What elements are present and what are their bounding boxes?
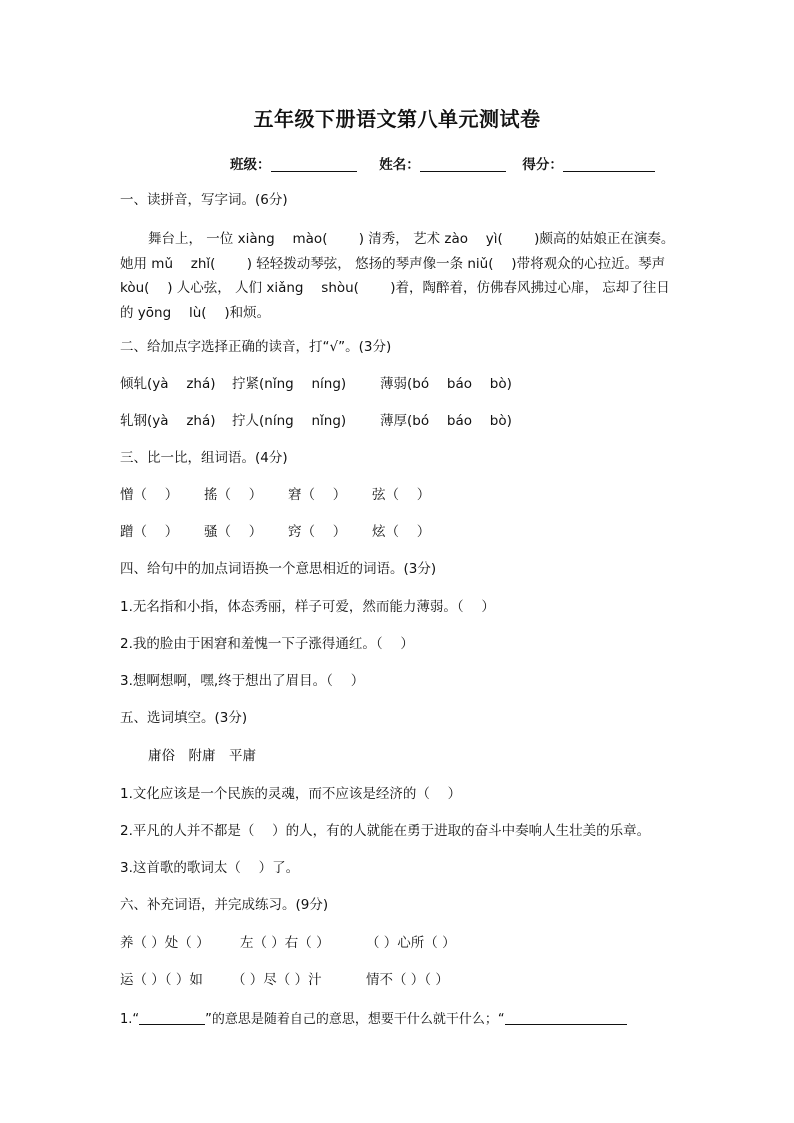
- name-label: 姓名：: [379, 157, 420, 173]
- name-field[interactable]: [420, 157, 506, 172]
- section1-heading: 一、读拼音，写字词。(6分): [120, 192, 288, 208]
- section4-item: 2.我的脸由于困窘和羞愧一下子涨得通红。（ ）: [120, 636, 414, 652]
- section3-row: [120, 486, 430, 504]
- section5-heading: 五、选词填空。(3分): [120, 710, 248, 726]
- item1-prefix: 1.“: [120, 1012, 140, 1027]
- idiom-answer-blank[interactable]: [139, 1010, 205, 1025]
- word-group-blank[interactable]: 憎（ ）: [120, 487, 179, 503]
- class-field[interactable]: [271, 157, 357, 172]
- idiom-blank[interactable]: 左（ ）右（ ）: [240, 935, 330, 951]
- word-group-blank[interactable]: 窍（ ）: [288, 524, 347, 540]
- section2-row: [120, 412, 512, 430]
- item1-text: ”的意思是随着自己的意思，想要干什么就干什么；“: [205, 1012, 505, 1027]
- section3-row: [120, 523, 430, 541]
- section6-item1: [120, 1010, 627, 1029]
- section1-line: kòu( ) 人心弦， 人们 xiǎng shòu( )着，陶醉着，仿佛春风拂过心扉， 忘却了往日: [120, 280, 670, 296]
- section1-line: 的 yōng lù( )和烦。: [120, 304, 271, 321]
- section6-heading: 六、补充词语，并完成练习。(9分): [120, 897, 329, 913]
- page-title: 五年级下册语文第八单元测试卷: [253, 107, 541, 131]
- student-info-row: [230, 153, 655, 173]
- idiom-blank[interactable]: 运（ ）（ ）如: [120, 972, 203, 988]
- word-group-blank[interactable]: 骚（ ）: [204, 524, 263, 540]
- section4-item: 1.无名指和小指，体态秀丽，样子可爱，然而能力薄弱。（ ）: [120, 599, 495, 615]
- section1-line: 她用 mǔ zhǐ( ) 轻轻拨动琴弦， 悠扬的琴声像一条 niǔ( )带将观众的心拉近。琴声: [120, 255, 666, 272]
- pronunciation-choice[interactable]: 轧钢(yà zhá): [120, 413, 216, 429]
- word-group-blank[interactable]: 弦（ ）: [372, 487, 431, 503]
- score-label: 得分：: [522, 157, 563, 173]
- section2-heading: 二、给加点字选择正确的读音，打“√”。(3分): [120, 339, 392, 355]
- section3-heading: 三、比一比，组词语。(4分): [120, 450, 288, 466]
- word-group-blank[interactable]: 炫（ ）: [372, 524, 431, 540]
- idiom-blank[interactable]: 情不（ ）（ ）: [366, 972, 449, 988]
- word-group-blank[interactable]: 搖（ ）: [204, 487, 263, 503]
- section2-row: [120, 375, 512, 393]
- pronunciation-choice[interactable]: 拧人(níng nǐng): [232, 413, 347, 429]
- section6-row: [120, 971, 449, 989]
- pronunciation-choice[interactable]: 倾轧(yà zhá): [120, 376, 216, 392]
- word-group-blank[interactable]: 窘（ ）: [288, 487, 347, 503]
- class-label: 班级：: [230, 157, 271, 173]
- idiom-answer-blank-2[interactable]: [505, 1010, 627, 1025]
- section1-line: 舞台上， 一位 xiàng mào( ) 清秀， 艺术 zào yì( )颇高的姑娘正在演奏。: [148, 231, 675, 247]
- pronunciation-choice[interactable]: 拧紧(nǐng níng): [232, 376, 347, 392]
- word-choices: 庸俗 附庸 平庸: [148, 748, 256, 764]
- pronunciation-choice[interactable]: 薄弱(bó báo bò): [380, 376, 512, 392]
- idiom-blank[interactable]: （ ）尽（ ）汁: [232, 972, 322, 988]
- section5-item: 3.这首歌的歌词太（ ）了。: [120, 860, 300, 876]
- idiom-blank[interactable]: 养（ ）处（ ）: [120, 935, 210, 951]
- word-group-blank[interactable]: 蹭（ ）: [120, 524, 179, 540]
- score-field[interactable]: [563, 157, 655, 172]
- pronunciation-choice[interactable]: 薄厚(bó báo bò): [380, 413, 512, 429]
- section4-item: 3.想啊想啊，嘿,终于想出了眉目。（ ）: [120, 673, 365, 689]
- section1-paragraph: [120, 227, 676, 325]
- section5-item: 1.文化应该是一个民族的灵魂，而不应该是经济的（ ）: [120, 786, 462, 802]
- section6-row: [120, 934, 456, 952]
- section4-heading: 四、给句中的加点词语换一个意思相近的词语。(3分): [120, 561, 437, 577]
- section5-item: 2.平凡的人并不都是（ ）的人，有的人就能在勇于进取的奋斗中奏响人生壮美的乐章。: [120, 823, 651, 839]
- idiom-blank[interactable]: （ ）心所（ ）: [366, 935, 456, 951]
